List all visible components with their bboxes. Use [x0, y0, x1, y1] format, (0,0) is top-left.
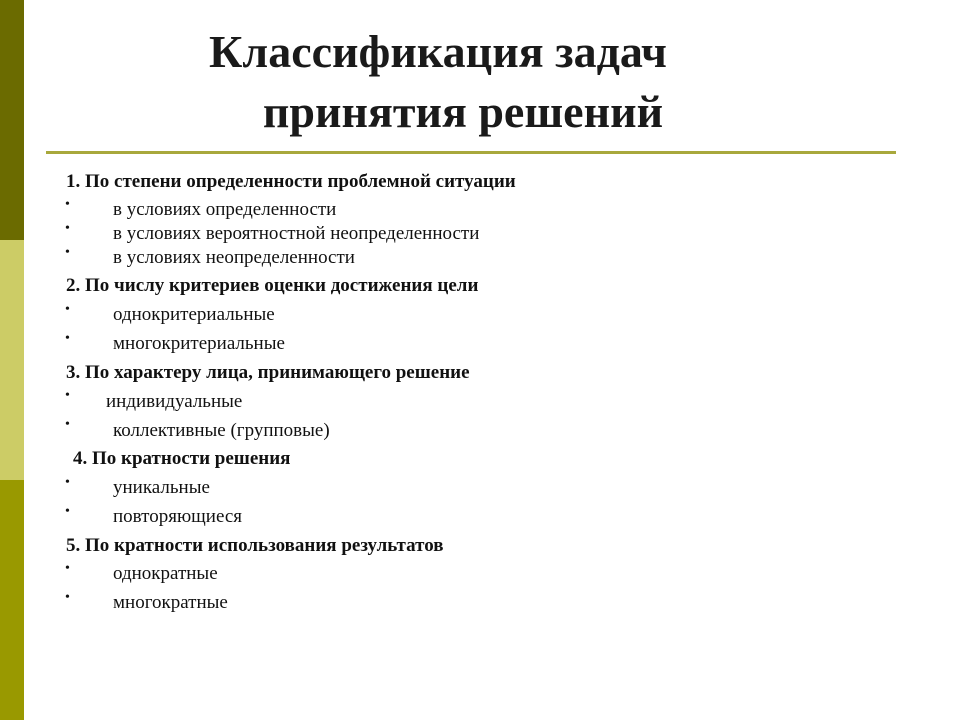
- list-item: в условиях определенности: [113, 199, 337, 220]
- list-item: однократные: [113, 563, 218, 584]
- bullet-icon: •: [65, 331, 70, 346]
- slide-title-line2: принятия решений: [262, 86, 664, 137]
- bullet-icon: •: [65, 561, 70, 576]
- section-heading: 3. По характеру лица, принимающего решение: [66, 362, 470, 383]
- section-heading: 2. По числу критериев оценки достижения цели: [66, 275, 479, 296]
- list-item: в условиях вероятностной неопределенности: [113, 223, 480, 244]
- list-item: многокритериальные: [113, 333, 285, 354]
- bullet-icon: •: [65, 388, 70, 403]
- section-heading: 5. По кратности использования результатов: [66, 535, 444, 556]
- bullet-icon: •: [65, 197, 70, 212]
- bullet-icon: •: [65, 302, 70, 317]
- bullet-icon: •: [65, 504, 70, 519]
- bullet-icon: •: [65, 590, 70, 605]
- bullet-icon: •: [65, 245, 70, 260]
- section-heading: 1. По степени определенности проблемной ситуации: [66, 171, 516, 192]
- list-item: повторяющиеся: [113, 506, 243, 527]
- list-item: в условиях неопределенности: [113, 247, 355, 268]
- bullet-icon: •: [65, 417, 70, 432]
- list-item: однокритериальные: [113, 304, 275, 325]
- list-item: индивидуальные: [106, 391, 243, 412]
- slide-title-line1: Классификация задач: [209, 26, 667, 77]
- list-item: коллективные (групповые): [113, 420, 330, 441]
- list-item: многократные: [113, 592, 228, 613]
- bullet-icon: •: [65, 475, 70, 490]
- section-heading: 4. По кратности решения: [73, 448, 291, 469]
- list-item: уникальные: [113, 477, 210, 498]
- bullet-icon: •: [65, 221, 70, 236]
